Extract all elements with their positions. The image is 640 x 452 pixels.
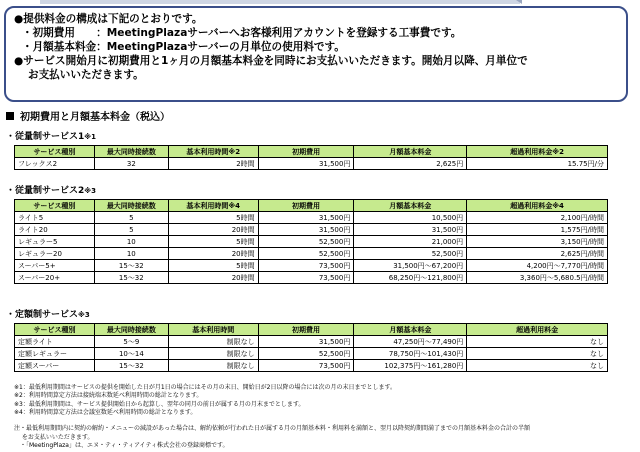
footnote: をお支払いいただきます。: [14, 433, 94, 441]
col-header: 月額基本料金: [354, 324, 467, 336]
table-row: [15, 248, 608, 260]
plan3-title-note: ※3: [78, 311, 90, 319]
overage-fee-cell: 2,100円/時間: [467, 212, 608, 224]
service-name-cell: 定額ライト: [15, 336, 95, 348]
max-connections-cell: 10: [94, 248, 168, 260]
initial-fee-cell: 31,500円: [258, 212, 354, 224]
plan2-title-note: ※3: [84, 187, 96, 195]
monthly-fee-cell: 68,250円～121,800円: [354, 272, 467, 284]
base-time-cell: 20時間: [168, 272, 258, 284]
monthly-fee-cell: 78,750円～101,430円: [354, 348, 467, 360]
base-time-cell: 制限なし: [168, 336, 258, 348]
base-time-cell: 2時間: [168, 158, 258, 170]
initial-fee-cell: 73,500円: [258, 360, 354, 372]
plan1-table: [14, 145, 608, 170]
table-header-row: [15, 200, 608, 212]
base-time-cell: 制限なし: [168, 348, 258, 360]
service-name-cell: スーパー20+: [15, 272, 95, 284]
table-header-row: [15, 146, 608, 158]
monthly-fee-cell: 47,250円～77,490円: [354, 336, 467, 348]
col-header: 最大同時接続数: [94, 324, 168, 336]
table-row: [15, 272, 608, 284]
initial-fee-cell: 52,500円: [258, 248, 354, 260]
initial-fee-cell: 52,500円: [258, 348, 354, 360]
col-header: 初期費用: [258, 200, 354, 212]
monthly-fee-cell: 102,375円～161,280円: [354, 360, 467, 372]
plan3-table: [14, 323, 608, 372]
col-header: 月額基本料金: [354, 146, 467, 158]
initial-fee-cell: 73,500円: [258, 272, 354, 284]
footnote: 注・最低利用期間内に契約の解約・メニューの減設があった場合は、解約依頼が行われた日が属する月の月額基本料・利用料を満額と、翌月以降契約期間満了までの月額基本料金の合計の半額: [14, 425, 530, 433]
table-row: [15, 336, 608, 348]
initial-fee-cell: 73,500円: [258, 260, 354, 272]
overage-fee-cell: 1,575円/時間: [467, 224, 608, 236]
table-row: [15, 236, 608, 248]
max-connections-cell: 15～32: [94, 360, 168, 372]
col-header: 基本利用時間※2: [168, 146, 258, 158]
col-header: 最大同時接続数: [94, 146, 168, 158]
monthly-fee-cell: 31,500円: [354, 224, 467, 236]
col-header: サービス種別: [15, 200, 95, 212]
base-time-cell: 20時間: [168, 248, 258, 260]
service-name-cell: フレックス2: [15, 158, 95, 170]
table-header-row: [15, 324, 608, 336]
overage-fee-cell: なし: [467, 336, 608, 348]
note-line: お支払いいただきます。: [28, 69, 144, 81]
table-row: [15, 360, 608, 372]
plan1-title-note: ※1: [84, 133, 96, 141]
plan1-title-text: ・従量制サービス1: [6, 132, 85, 142]
col-header: 超過利用料金: [467, 324, 608, 336]
service-name-cell: ライト5: [15, 212, 95, 224]
overage-fee-cell: 2,625円/時間: [467, 248, 608, 260]
max-connections-cell: 15～32: [94, 260, 168, 272]
note-line: ・初期費用 ：MeetingPlazaサーバーへお客様利用アカウントを登録する工事費です。: [22, 27, 462, 39]
plan2-table: [14, 199, 608, 284]
initial-fee-cell: 52,500円: [258, 236, 354, 248]
monthly-fee-cell: 21,000円: [354, 236, 467, 248]
note-line: ●提供料金の構成は下記のとおりです。: [14, 13, 203, 25]
initial-fee-cell: 31,500円: [258, 336, 354, 348]
col-header: 超過利用料金※2: [467, 146, 608, 158]
max-connections-cell: 10: [94, 236, 168, 248]
max-connections-cell: 5: [94, 224, 168, 236]
table-row: [15, 212, 608, 224]
top-arrow-icon: [516, 0, 522, 4]
overage-fee-cell: 3,360円～5,680.5円/時間: [467, 272, 608, 284]
service-name-cell: 定額スーパー: [15, 360, 95, 372]
pricing-notes-box: [4, 6, 628, 102]
service-name-cell: レギュラー5: [15, 236, 95, 248]
overage-fee-cell: 15.75円/分: [467, 158, 608, 170]
col-header: サービス種別: [15, 324, 95, 336]
table-row: [15, 260, 608, 272]
col-header: 初期費用: [258, 146, 354, 158]
footnote: ・「MeetingPlaza」は、エヌ・ティ・ティアイティ株式会社の登録商標です。: [14, 442, 229, 450]
overage-fee-cell: 4,200円～7,770円/時間: [467, 260, 608, 272]
max-connections-cell: 15～32: [94, 272, 168, 284]
footnote: ※1：最低利用期間はサービスの提供を開始した日が月1日の場合にはその月の末日、開始日が2日以降の場合には次の月の末日までとします。: [14, 384, 397, 391]
max-connections-cell: 5: [94, 212, 168, 224]
plan3-title: [6, 307, 90, 320]
service-name-cell: 定額レギュラー: [15, 348, 95, 360]
col-header: 基本利用時間※4: [168, 200, 258, 212]
table-row: [15, 158, 608, 170]
col-header: 最大同時接続数: [94, 200, 168, 212]
footnote: ※3：最低利用期間は、サービス提供開始日から起算し、翌年の同月の前日が属する月の月末までとします。: [14, 400, 305, 408]
initial-fee-cell: 31,500円: [258, 158, 354, 170]
note-line: ●サービス開始月に初期費用と1ヶ月の月額基本料金を同時にお支払いいただきます。開始月以降、月単位で: [14, 55, 528, 67]
col-header: 基本利用時間: [168, 324, 258, 336]
table-row: [15, 348, 608, 360]
top-decoration-bar: [40, 0, 520, 4]
base-time-cell: 5時間: [168, 236, 258, 248]
service-name-cell: ライト20: [15, 224, 95, 236]
monthly-fee-cell: 2,625円: [354, 158, 467, 170]
section-title-text: 初期費用と月額基本料金（税込）: [20, 112, 170, 123]
max-connections-cell: 10～14: [94, 348, 168, 360]
service-name-cell: スーパー5+: [15, 260, 95, 272]
monthly-fee-cell: 52,500円: [354, 248, 467, 260]
table-row: [15, 224, 608, 236]
initial-fee-cell: 31,500円: [258, 224, 354, 236]
col-header: 月額基本料金: [354, 200, 467, 212]
monthly-fee-cell: 10,500円: [354, 212, 467, 224]
col-header: 初期費用: [258, 324, 354, 336]
overage-fee-cell: 3,150円/時間: [467, 236, 608, 248]
col-header: サービス種別: [15, 146, 95, 158]
base-time-cell: 制限なし: [168, 360, 258, 372]
plan1-title: [6, 129, 96, 142]
section-title: [6, 108, 170, 123]
monthly-fee-cell: 31,500円～67,200円: [354, 260, 467, 272]
footnote: ※2：利用時間算定方法は接続端末数延べ利用時間の総計となります。: [14, 392, 203, 400]
col-header: 超過利用料金※4: [467, 200, 608, 212]
base-time-cell: 5時間: [168, 260, 258, 272]
plan2-title: [6, 183, 96, 196]
plan3-title-text: ・定額制サービス: [6, 310, 79, 320]
max-connections-cell: 5～9: [94, 336, 168, 348]
max-connections-cell: 32: [94, 158, 168, 170]
note-line: ・月額基本料金：MeetingPlazaサーバーの月単位の使用料です。: [22, 41, 345, 53]
base-time-cell: 20時間: [168, 224, 258, 236]
plan2-title-text: ・従量制サービス2: [6, 186, 85, 196]
overage-fee-cell: なし: [467, 360, 608, 372]
square-bullet-icon: [6, 112, 14, 120]
footnotes: [14, 384, 530, 450]
service-name-cell: レギュラー20: [15, 248, 95, 260]
overage-fee-cell: なし: [467, 348, 608, 360]
base-time-cell: 5時間: [168, 212, 258, 224]
footnote: ※4：利用時間算定方法は会議室数延べ利用時間の総計となります。: [14, 408, 197, 416]
